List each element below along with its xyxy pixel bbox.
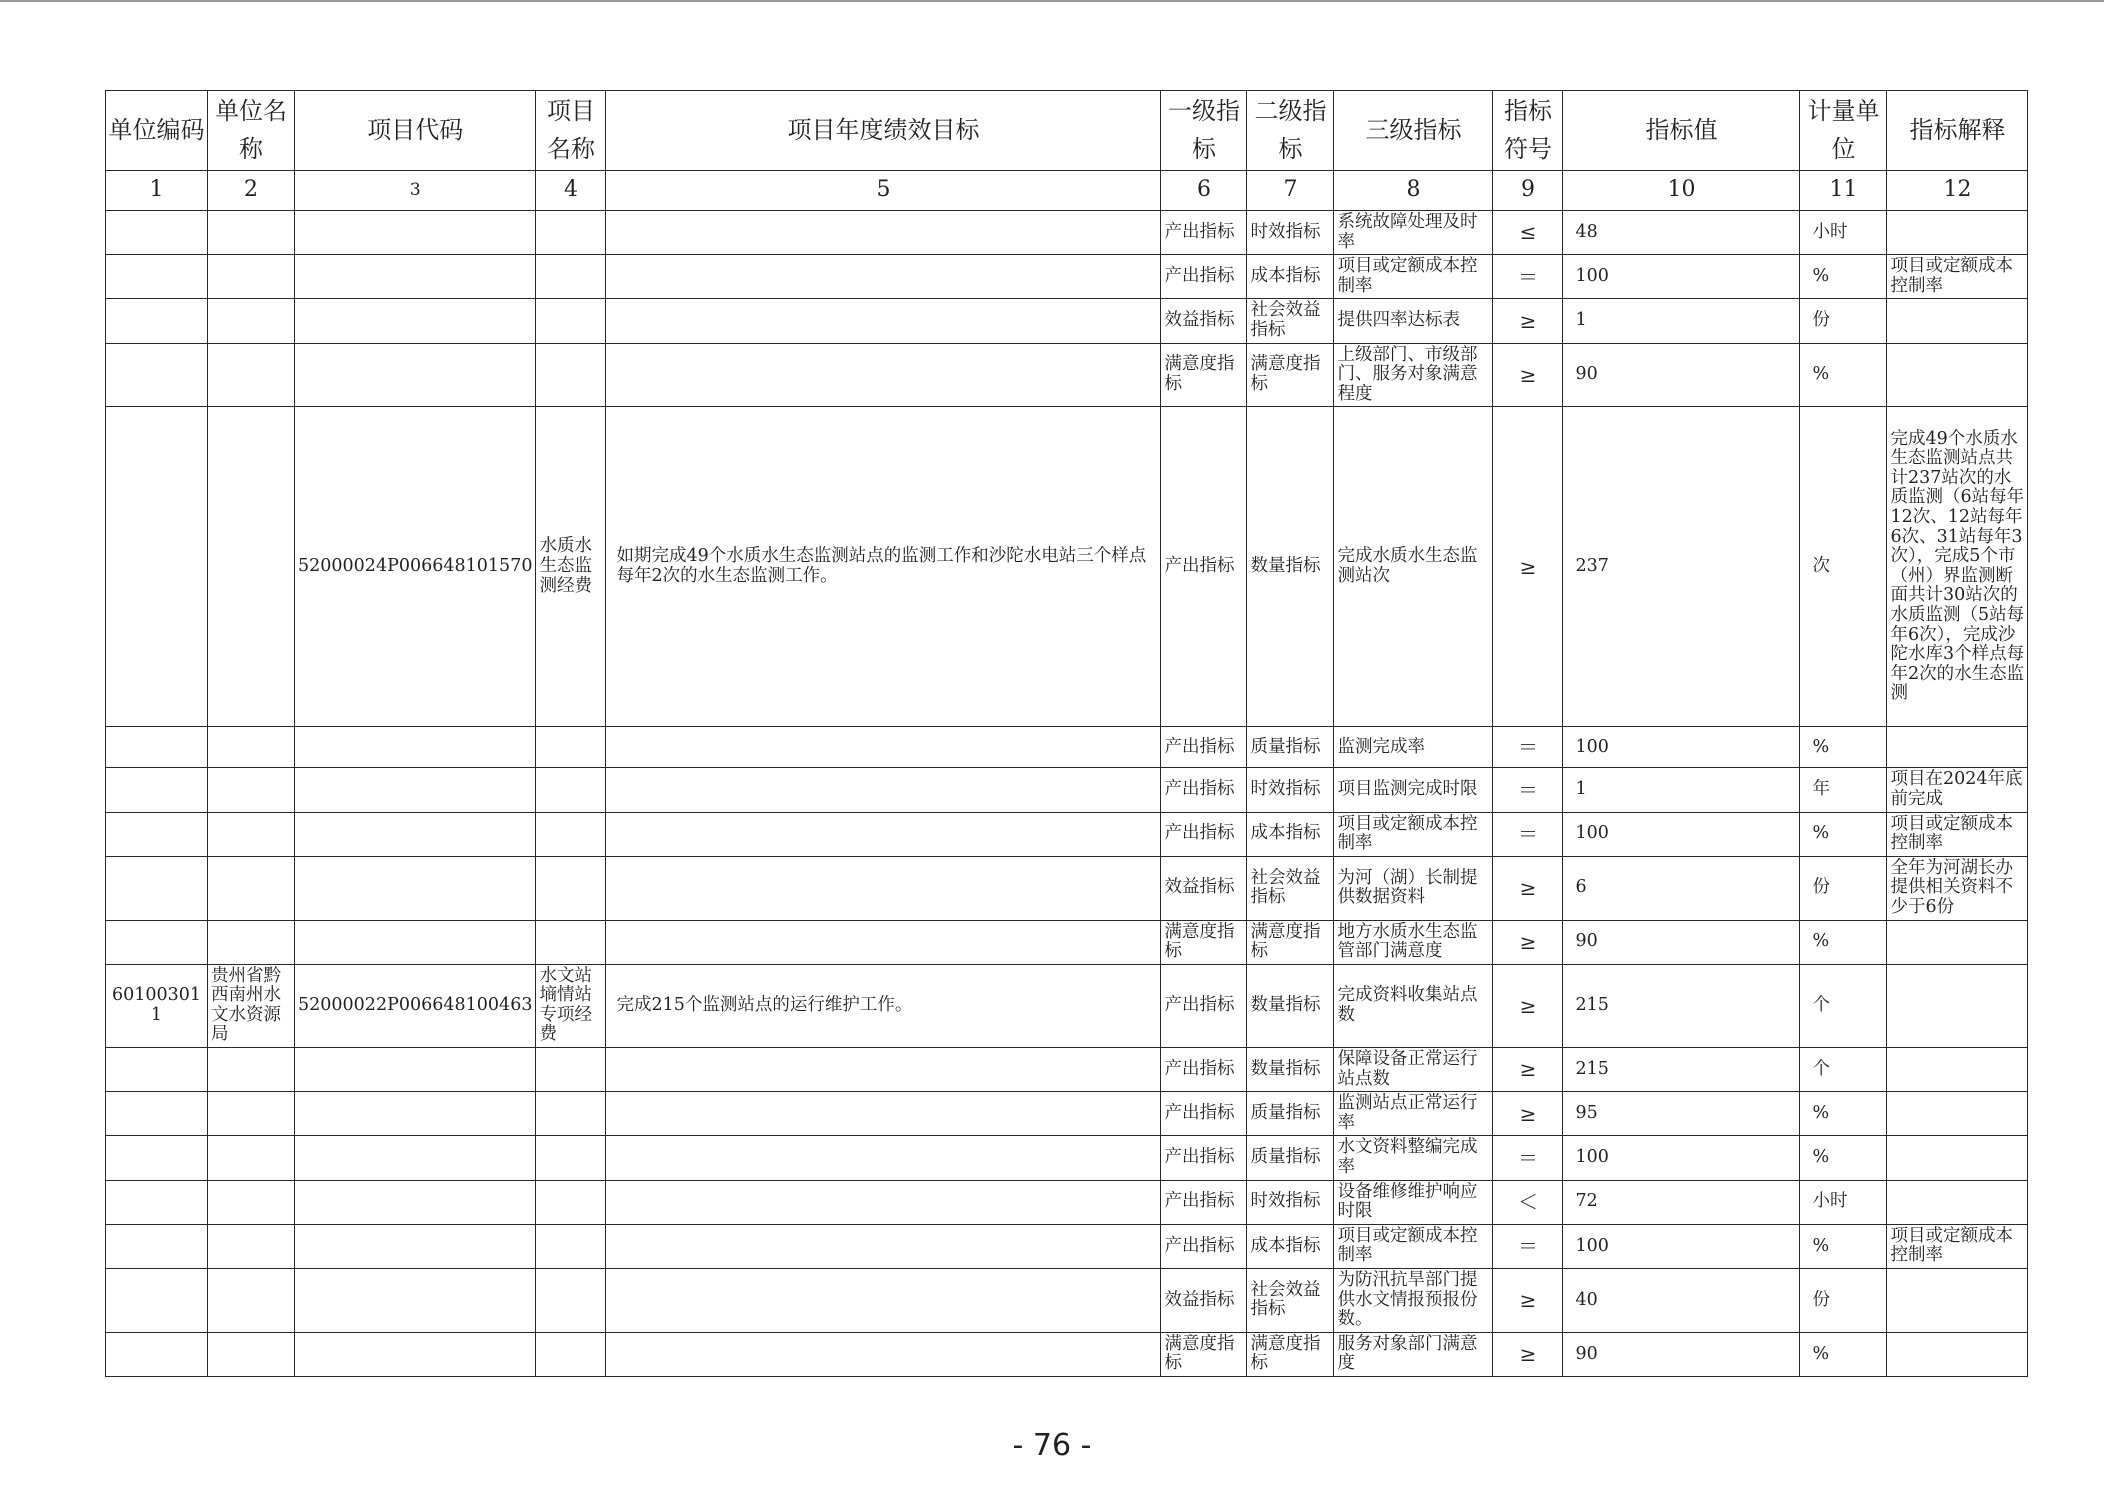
header-cell: 一级指标 [1161, 91, 1247, 171]
project-name-cell [536, 1332, 606, 1376]
project-code-cell [295, 1048, 536, 1092]
indicator-value-cell: 40 [1563, 1269, 1800, 1333]
unit-code-cell [106, 343, 208, 407]
project-name-cell [536, 856, 606, 920]
header-cell: 指标解释 [1887, 91, 2028, 171]
header-cell: 三级指标 [1334, 91, 1493, 171]
indicator-symbol-cell: ≥ [1493, 1048, 1563, 1092]
unit-code-cell: 601003011 [106, 964, 208, 1047]
annual-target-cell [606, 1224, 1161, 1268]
table-row [106, 407, 2028, 727]
header-cell: 指标值 [1563, 91, 1800, 171]
table-row [106, 343, 2028, 407]
level2-indicator-cell: 时效指标 [1247, 768, 1334, 812]
project-name-cell [536, 1048, 606, 1092]
annual-target-cell [606, 1136, 1161, 1180]
level1-indicator-cell: 产出指标 [1161, 1224, 1247, 1268]
table-row [106, 1224, 2028, 1268]
indicator-note-cell [1887, 1136, 2028, 1180]
unit-code-cell [106, 1048, 208, 1092]
indicator-value-cell: 215 [1563, 1048, 1800, 1092]
header-cell: 单位名称 [208, 91, 295, 171]
indicator-note-cell [1887, 1180, 2028, 1224]
level3-indicator-cell: 项目或定额成本控制率 [1334, 1224, 1493, 1268]
level1-indicator-cell: 产出指标 [1161, 812, 1247, 856]
unit-of-measure-cell: % [1800, 1136, 1887, 1180]
level2-indicator-cell: 成本指标 [1247, 255, 1334, 299]
indicator-note-cell: 项目或定额成本控制率 [1887, 1224, 2028, 1268]
project-code-cell [295, 768, 536, 812]
unit-of-measure-cell: % [1800, 343, 1887, 407]
level2-indicator-cell: 满意度指标 [1247, 343, 1334, 407]
unit-of-measure-cell: 年 [1800, 768, 1887, 812]
level1-indicator-cell: 产出指标 [1161, 1180, 1247, 1224]
level2-indicator-cell: 质量指标 [1247, 1136, 1334, 1180]
table-row [106, 1332, 2028, 1376]
project-code-cell [295, 856, 536, 920]
unit-code-cell [106, 1092, 208, 1136]
indicator-note-cell: 项目或定额成本控制率 [1887, 255, 2028, 299]
unit-name-cell [208, 768, 295, 812]
header-cell: 二级指标 [1247, 91, 1334, 171]
level2-indicator-cell: 时效指标 [1247, 211, 1334, 255]
table-row [106, 812, 2028, 856]
indicator-value-cell: 95 [1563, 1092, 1800, 1136]
level1-indicator-cell: 产出指标 [1161, 255, 1247, 299]
project-code-cell [295, 727, 536, 768]
performance-table [105, 90, 2028, 1377]
level3-indicator-cell: 上级部门、市级部门、服务对象满意程度 [1334, 343, 1493, 407]
indicator-value-cell: 100 [1563, 1136, 1800, 1180]
indicator-note-cell: 项目或定额成本控制率 [1887, 812, 2028, 856]
level1-indicator-cell: 产出指标 [1161, 768, 1247, 812]
indicator-value-cell: 90 [1563, 920, 1800, 964]
project-code-cell [295, 211, 536, 255]
unit-name-cell [208, 1092, 295, 1136]
unit-name-cell [208, 299, 295, 343]
header-cell: 单位编码 [106, 91, 208, 171]
indicator-symbol-cell: ≥ [1493, 856, 1563, 920]
project-name-cell [536, 211, 606, 255]
annual-target-cell: 完成215个监测站点的运行维护工作。 [606, 964, 1161, 1047]
annual-target-cell [606, 1092, 1161, 1136]
unit-code-cell [106, 1269, 208, 1333]
project-code-cell [295, 1224, 536, 1268]
project-name-cell [536, 1136, 606, 1180]
unit-name-cell [208, 727, 295, 768]
header-cell: 计量单位 [1800, 91, 1887, 171]
table-row [106, 1269, 2028, 1333]
page-number: - 76 - [1012, 1428, 1092, 1463]
unit-of-measure-cell: 份 [1800, 1269, 1887, 1333]
annual-target-cell: 如期完成49个水质水生态监测站点的监测工作和沙陀水电站三个样点每年2次的水生态监测工作。 [606, 407, 1161, 727]
column-number: 8 [1334, 171, 1493, 211]
unit-of-measure-cell: 个 [1800, 1048, 1887, 1092]
indicator-symbol-cell: ≥ [1493, 343, 1563, 407]
level3-indicator-cell: 系统故障处理及时率 [1334, 211, 1493, 255]
unit-code-cell [106, 812, 208, 856]
indicator-symbol-cell: ≥ [1493, 407, 1563, 727]
header-row [106, 91, 2028, 171]
table-row [106, 1048, 2028, 1092]
project-name-cell: 水质水生态监测经费 [536, 407, 606, 727]
indicator-note-cell [1887, 727, 2028, 768]
table-row [106, 211, 2028, 255]
indicator-note-cell [1887, 964, 2028, 1047]
table-row [106, 768, 2028, 812]
project-name-cell [536, 343, 606, 407]
unit-code-cell [106, 299, 208, 343]
column-number: 4 [536, 171, 606, 211]
project-name-cell [536, 255, 606, 299]
indicator-note-cell [1887, 1332, 2028, 1376]
unit-code-cell [106, 1332, 208, 1376]
level3-indicator-cell: 项目或定额成本控制率 [1334, 812, 1493, 856]
table-row [106, 856, 2028, 920]
level3-indicator-cell: 水文资料整编完成率 [1334, 1136, 1493, 1180]
annual-target-cell [606, 1332, 1161, 1376]
project-name-cell: 水文站墒情站专项经费 [536, 964, 606, 1047]
indicator-symbol-cell: ＝ [1493, 727, 1563, 768]
annual-target-cell [606, 812, 1161, 856]
level1-indicator-cell: 产出指标 [1161, 211, 1247, 255]
project-code-cell: 52000024P006648101570 [295, 407, 536, 727]
indicator-symbol-cell: ≤ [1493, 211, 1563, 255]
indicator-value-cell: 1 [1563, 299, 1800, 343]
table-row [106, 920, 2028, 964]
indicator-symbol-cell: ≥ [1493, 920, 1563, 964]
table-row [106, 299, 2028, 343]
annual-target-cell [606, 768, 1161, 812]
level1-indicator-cell: 满意度指标 [1161, 343, 1247, 407]
indicator-symbol-cell: ≥ [1493, 1092, 1563, 1136]
indicator-symbol-cell: ＝ [1493, 812, 1563, 856]
level2-indicator-cell: 数量指标 [1247, 407, 1334, 727]
indicator-symbol-cell: ≥ [1493, 1332, 1563, 1376]
project-code-cell [295, 1092, 536, 1136]
unit-of-measure-cell: % [1800, 1332, 1887, 1376]
unit-name-cell [208, 812, 295, 856]
unit-of-measure-cell: 份 [1800, 299, 1887, 343]
project-code-cell: 52000022P006648100463 [295, 964, 536, 1047]
unit-code-cell [106, 1136, 208, 1180]
indicator-note-cell [1887, 343, 2028, 407]
annual-target-cell [606, 211, 1161, 255]
annual-target-cell [606, 920, 1161, 964]
level3-indicator-cell: 完成资料收集站点数 [1334, 964, 1493, 1047]
indicator-value-cell: 100 [1563, 812, 1800, 856]
level2-indicator-cell: 满意度指标 [1247, 1332, 1334, 1376]
unit-name-cell [208, 1136, 295, 1180]
unit-code-cell [106, 1224, 208, 1268]
project-name-cell [536, 1092, 606, 1136]
indicator-value-cell: 90 [1563, 1332, 1800, 1376]
unit-code-cell [106, 727, 208, 768]
table-row [106, 1180, 2028, 1224]
table-row [106, 727, 2028, 768]
level1-indicator-cell: 效益指标 [1161, 299, 1247, 343]
annual-target-cell [606, 1269, 1161, 1333]
unit-name-cell: 贵州省黔西南州水文水资源局 [208, 964, 295, 1047]
project-name-cell [536, 1269, 606, 1333]
project-code-cell [295, 1180, 536, 1224]
indicator-value-cell: 72 [1563, 1180, 1800, 1224]
unit-code-cell [106, 211, 208, 255]
level3-indicator-cell: 保障设备正常运行站点数 [1334, 1048, 1493, 1092]
annual-target-cell [606, 255, 1161, 299]
unit-code-cell [106, 856, 208, 920]
table-row [106, 1136, 2028, 1180]
column-number: 2 [208, 171, 295, 211]
indicator-symbol-cell: ≥ [1493, 1269, 1563, 1333]
indicator-value-cell: 90 [1563, 343, 1800, 407]
column-number: 7 [1247, 171, 1334, 211]
project-name-cell [536, 727, 606, 768]
level1-indicator-cell: 产出指标 [1161, 1048, 1247, 1092]
level1-indicator-cell: 产出指标 [1161, 407, 1247, 727]
top-rule [0, 0, 2104, 2]
level3-indicator-cell: 提供四率达标表 [1334, 299, 1493, 343]
level3-indicator-cell: 完成水质水生态监测站次 [1334, 407, 1493, 727]
unit-of-measure-cell: % [1800, 1092, 1887, 1136]
column-number: 12 [1887, 171, 2028, 211]
indicator-symbol-cell: ≥ [1493, 964, 1563, 1047]
annual-target-cell [606, 343, 1161, 407]
level3-indicator-cell: 监测完成率 [1334, 727, 1493, 768]
unit-of-measure-cell: % [1800, 812, 1887, 856]
indicator-note-cell [1887, 1269, 2028, 1333]
column-number: 1 [106, 171, 208, 211]
project-code-cell [295, 920, 536, 964]
project-name-cell [536, 920, 606, 964]
project-code-cell [295, 1136, 536, 1180]
level3-indicator-cell: 项目监测完成时限 [1334, 768, 1493, 812]
table-row [106, 255, 2028, 299]
annual-target-cell [606, 1048, 1161, 1092]
annual-target-cell [606, 727, 1161, 768]
annual-target-cell [606, 1180, 1161, 1224]
unit-of-measure-cell: 次 [1800, 407, 1887, 727]
unit-of-measure-cell: 小时 [1800, 1180, 1887, 1224]
indicator-value-cell: 48 [1563, 211, 1800, 255]
unit-name-cell [208, 211, 295, 255]
project-code-cell [295, 812, 536, 856]
level3-indicator-cell: 为河（湖）长制提供数据资料 [1334, 856, 1493, 920]
indicator-symbol-cell: ＝ [1493, 1224, 1563, 1268]
project-code-cell [295, 1332, 536, 1376]
unit-name-cell [208, 1224, 295, 1268]
indicator-note-cell: 全年为河湖长办提供相关资料不少于6份 [1887, 856, 2028, 920]
column-number: 10 [1563, 171, 1800, 211]
column-number: 9 [1493, 171, 1563, 211]
level1-indicator-cell: 产出指标 [1161, 1092, 1247, 1136]
indicator-value-cell: 6 [1563, 856, 1800, 920]
level2-indicator-cell: 数量指标 [1247, 964, 1334, 1047]
project-name-cell [536, 768, 606, 812]
unit-of-measure-cell: 个 [1800, 964, 1887, 1047]
indicator-value-cell: 237 [1563, 407, 1800, 727]
project-name-cell [536, 1224, 606, 1268]
indicator-note-cell [1887, 1048, 2028, 1092]
unit-code-cell [106, 920, 208, 964]
column-number-row [106, 171, 2028, 211]
project-name-cell [536, 812, 606, 856]
column-number: 11 [1800, 171, 1887, 211]
level2-indicator-cell: 社会效益指标 [1247, 299, 1334, 343]
indicator-note-cell: 项目在2024年底前完成 [1887, 768, 2028, 812]
unit-of-measure-cell: 份 [1800, 856, 1887, 920]
indicator-value-cell: 215 [1563, 964, 1800, 1047]
indicator-symbol-cell: ≥ [1493, 299, 1563, 343]
level2-indicator-cell: 社会效益指标 [1247, 1269, 1334, 1333]
column-number: 6 [1161, 171, 1247, 211]
level3-indicator-cell: 地方水质水生态监管部门满意度 [1334, 920, 1493, 964]
indicator-note-cell [1887, 920, 2028, 964]
indicator-note-cell [1887, 211, 2028, 255]
project-code-cell [295, 299, 536, 343]
header-cell: 指标符号 [1493, 91, 1563, 171]
level3-indicator-cell: 服务对象部门满意度 [1334, 1332, 1493, 1376]
unit-of-measure-cell: 小时 [1800, 211, 1887, 255]
unit-name-cell [208, 1332, 295, 1376]
unit-code-cell [106, 255, 208, 299]
header-cell: 项目名称 [536, 91, 606, 171]
project-name-cell [536, 1180, 606, 1224]
level2-indicator-cell: 数量指标 [1247, 1048, 1334, 1092]
level1-indicator-cell: 产出指标 [1161, 964, 1247, 1047]
unit-code-cell [106, 407, 208, 727]
unit-name-cell [208, 1048, 295, 1092]
unit-of-measure-cell: % [1800, 920, 1887, 964]
unit-code-cell [106, 1180, 208, 1224]
indicator-symbol-cell: ＝ [1493, 768, 1563, 812]
level1-indicator-cell: 产出指标 [1161, 1136, 1247, 1180]
level1-indicator-cell: 产出指标 [1161, 727, 1247, 768]
level2-indicator-cell: 质量指标 [1247, 727, 1334, 768]
unit-of-measure-cell: % [1800, 727, 1887, 768]
annual-target-cell [606, 299, 1161, 343]
indicator-symbol-cell: ＝ [1493, 255, 1563, 299]
header-cell: 项目代码 [295, 91, 536, 171]
indicator-symbol-cell: ＜ [1493, 1180, 1563, 1224]
annual-target-cell [606, 856, 1161, 920]
project-name-cell [536, 299, 606, 343]
indicator-value-cell: 100 [1563, 255, 1800, 299]
level3-indicator-cell: 设备维修维护响应时限 [1334, 1180, 1493, 1224]
level2-indicator-cell: 成本指标 [1247, 1224, 1334, 1268]
project-code-cell [295, 343, 536, 407]
table-row [106, 964, 2028, 1047]
unit-of-measure-cell: % [1800, 1224, 1887, 1268]
project-code-cell [295, 1269, 536, 1333]
level2-indicator-cell: 社会效益指标 [1247, 856, 1334, 920]
level2-indicator-cell: 成本指标 [1247, 812, 1334, 856]
level2-indicator-cell: 满意度指标 [1247, 920, 1334, 964]
unit-name-cell [208, 856, 295, 920]
level3-indicator-cell: 为防汛抗旱部门提供水文情报预报份数。 [1334, 1269, 1493, 1333]
table-row [106, 1092, 2028, 1136]
indicator-value-cell: 100 [1563, 1224, 1800, 1268]
level2-indicator-cell: 时效指标 [1247, 1180, 1334, 1224]
unit-name-cell [208, 407, 295, 727]
unit-name-cell [208, 1180, 295, 1224]
level3-indicator-cell: 监测站点正常运行率 [1334, 1092, 1493, 1136]
column-number: 5 [606, 171, 1161, 211]
indicator-note-cell [1887, 1092, 2028, 1136]
unit-name-cell [208, 920, 295, 964]
unit-of-measure-cell: % [1800, 255, 1887, 299]
unit-code-cell [106, 768, 208, 812]
header-cell: 项目年度绩效目标 [606, 91, 1161, 171]
level1-indicator-cell: 效益指标 [1161, 1269, 1247, 1333]
level1-indicator-cell: 效益指标 [1161, 856, 1247, 920]
indicator-note-cell: 完成49个水质水生态监测站点共计237站次的水质监测（6站每年12次、12站每年6次、31站每年3次），完成5个市（州）界监测断面共计30站次的水质监测（5站每年6次），完成沙陀水库3个样点每年2次的水生态监测 [1887, 407, 2028, 727]
level3-indicator-cell: 项目或定额成本控制率 [1334, 255, 1493, 299]
unit-name-cell [208, 1269, 295, 1333]
level1-indicator-cell: 满意度指标 [1161, 920, 1247, 964]
level2-indicator-cell: 质量指标 [1247, 1092, 1334, 1136]
unit-name-cell [208, 255, 295, 299]
indicator-value-cell: 1 [1563, 768, 1800, 812]
column-number: 3 [295, 171, 536, 211]
indicator-value-cell: 100 [1563, 727, 1800, 768]
unit-name-cell [208, 343, 295, 407]
indicator-note-cell [1887, 299, 2028, 343]
project-code-cell [295, 255, 536, 299]
indicator-symbol-cell: ＝ [1493, 1136, 1563, 1180]
level1-indicator-cell: 满意度指标 [1161, 1332, 1247, 1376]
